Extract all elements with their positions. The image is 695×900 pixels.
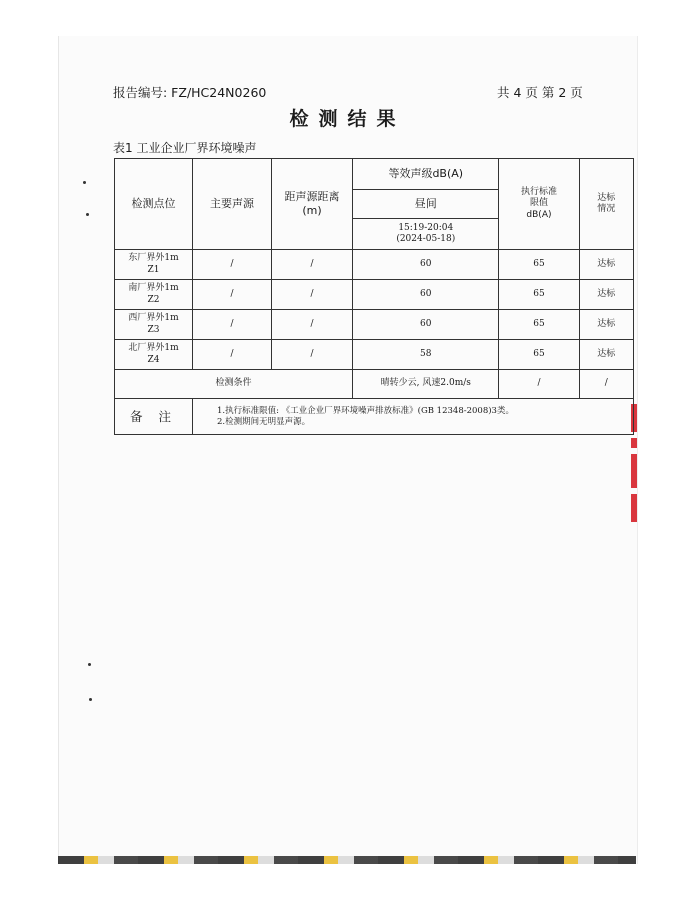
- notes-line-2: 2.检测期间无明显声源。: [216, 416, 311, 427]
- row-limit: 65: [499, 340, 579, 370]
- row-value: 60: [353, 250, 499, 280]
- table-caption: 表1 工业企业厂界环境噪声: [113, 141, 257, 155]
- row-source: /: [192, 340, 271, 370]
- row-distance: /: [271, 280, 352, 310]
- header-leq: 等效声级dB(A): [353, 159, 499, 190]
- scan-dot: [86, 213, 89, 216]
- row-distance: /: [271, 340, 352, 370]
- table-row: [115, 340, 634, 370]
- row-status: 达标: [579, 310, 634, 340]
- row-limit: 65: [499, 250, 579, 280]
- row-point-name: 西厂界外1m: [128, 313, 179, 324]
- row-point-name: 北厂界外1m: [128, 343, 179, 354]
- row-distance: /: [271, 310, 352, 340]
- header-distance-unit: (m): [302, 204, 322, 217]
- row-status: 达标: [579, 280, 634, 310]
- header-limit: [499, 159, 579, 250]
- header-limit-label: 执行标准限值: [520, 187, 557, 209]
- notes-line-1: 1.执行标准限值: 《工业企业厂界环境噪声排放标准》(GB 12348-2008)3类。: [216, 405, 514, 416]
- header-point: 检测点位: [115, 159, 193, 250]
- scan-dot: [83, 181, 86, 184]
- table-row: [115, 250, 634, 280]
- report-number: 报告编号: FZ/HC24N0260: [113, 85, 267, 100]
- notes-label: 备 注: [115, 399, 193, 435]
- header-limit-unit: dB(A): [526, 209, 552, 220]
- row-status: 达标: [579, 340, 634, 370]
- row-source: /: [192, 310, 271, 340]
- row-source: /: [192, 280, 271, 310]
- row-status: 达标: [579, 250, 634, 280]
- row-limit: 65: [499, 310, 579, 340]
- row-point-name: 南厂界外1m: [128, 283, 179, 294]
- header-distance-label: 距声源距离: [284, 190, 340, 204]
- row-point-code: Z1: [147, 264, 160, 275]
- header-distance: [271, 159, 352, 250]
- row-value: 60: [353, 280, 499, 310]
- row-point-name: 东厂界外1m: [128, 253, 179, 264]
- notes-row: [115, 399, 634, 435]
- scan-bottom-edge: [58, 856, 636, 864]
- conditions-row: [115, 370, 634, 399]
- scan-dot: [89, 698, 92, 701]
- row-point-code: Z3: [147, 324, 160, 335]
- row-point: [115, 250, 193, 280]
- table-row: [115, 310, 634, 340]
- header-time: [353, 219, 499, 250]
- header-status-label: 达标情况: [597, 192, 616, 214]
- conditions-status: /: [579, 370, 634, 399]
- conditions-value: 晴转少云, 风速2.0m/s: [353, 370, 499, 399]
- row-limit: 65: [499, 280, 579, 310]
- header-time-range: 15:19-20:04: [398, 222, 454, 233]
- header-daytime: 昼间: [353, 190, 499, 219]
- row-value: 58: [353, 340, 499, 370]
- row-distance: /: [271, 250, 352, 280]
- row-point: [115, 280, 193, 310]
- row-source: /: [192, 250, 271, 280]
- row-point-code: Z2: [147, 294, 160, 305]
- page-title: 检测结果: [289, 108, 406, 130]
- header-source: 主要声源: [192, 159, 271, 250]
- row-point: [115, 340, 193, 370]
- notes-text: [192, 399, 633, 435]
- results-table: [114, 158, 634, 435]
- row-point-code: Z4: [147, 354, 160, 365]
- header-date: (2024-05-18): [396, 234, 456, 244]
- conditions-label: 检测条件: [115, 370, 353, 399]
- row-value: 60: [353, 310, 499, 340]
- row-point: [115, 310, 193, 340]
- table-row: [115, 280, 634, 310]
- header-status: [579, 159, 634, 250]
- scan-dot: [88, 663, 91, 666]
- conditions-limit: /: [499, 370, 579, 399]
- page-indicator: 共 4 页 第 2 页: [497, 85, 583, 100]
